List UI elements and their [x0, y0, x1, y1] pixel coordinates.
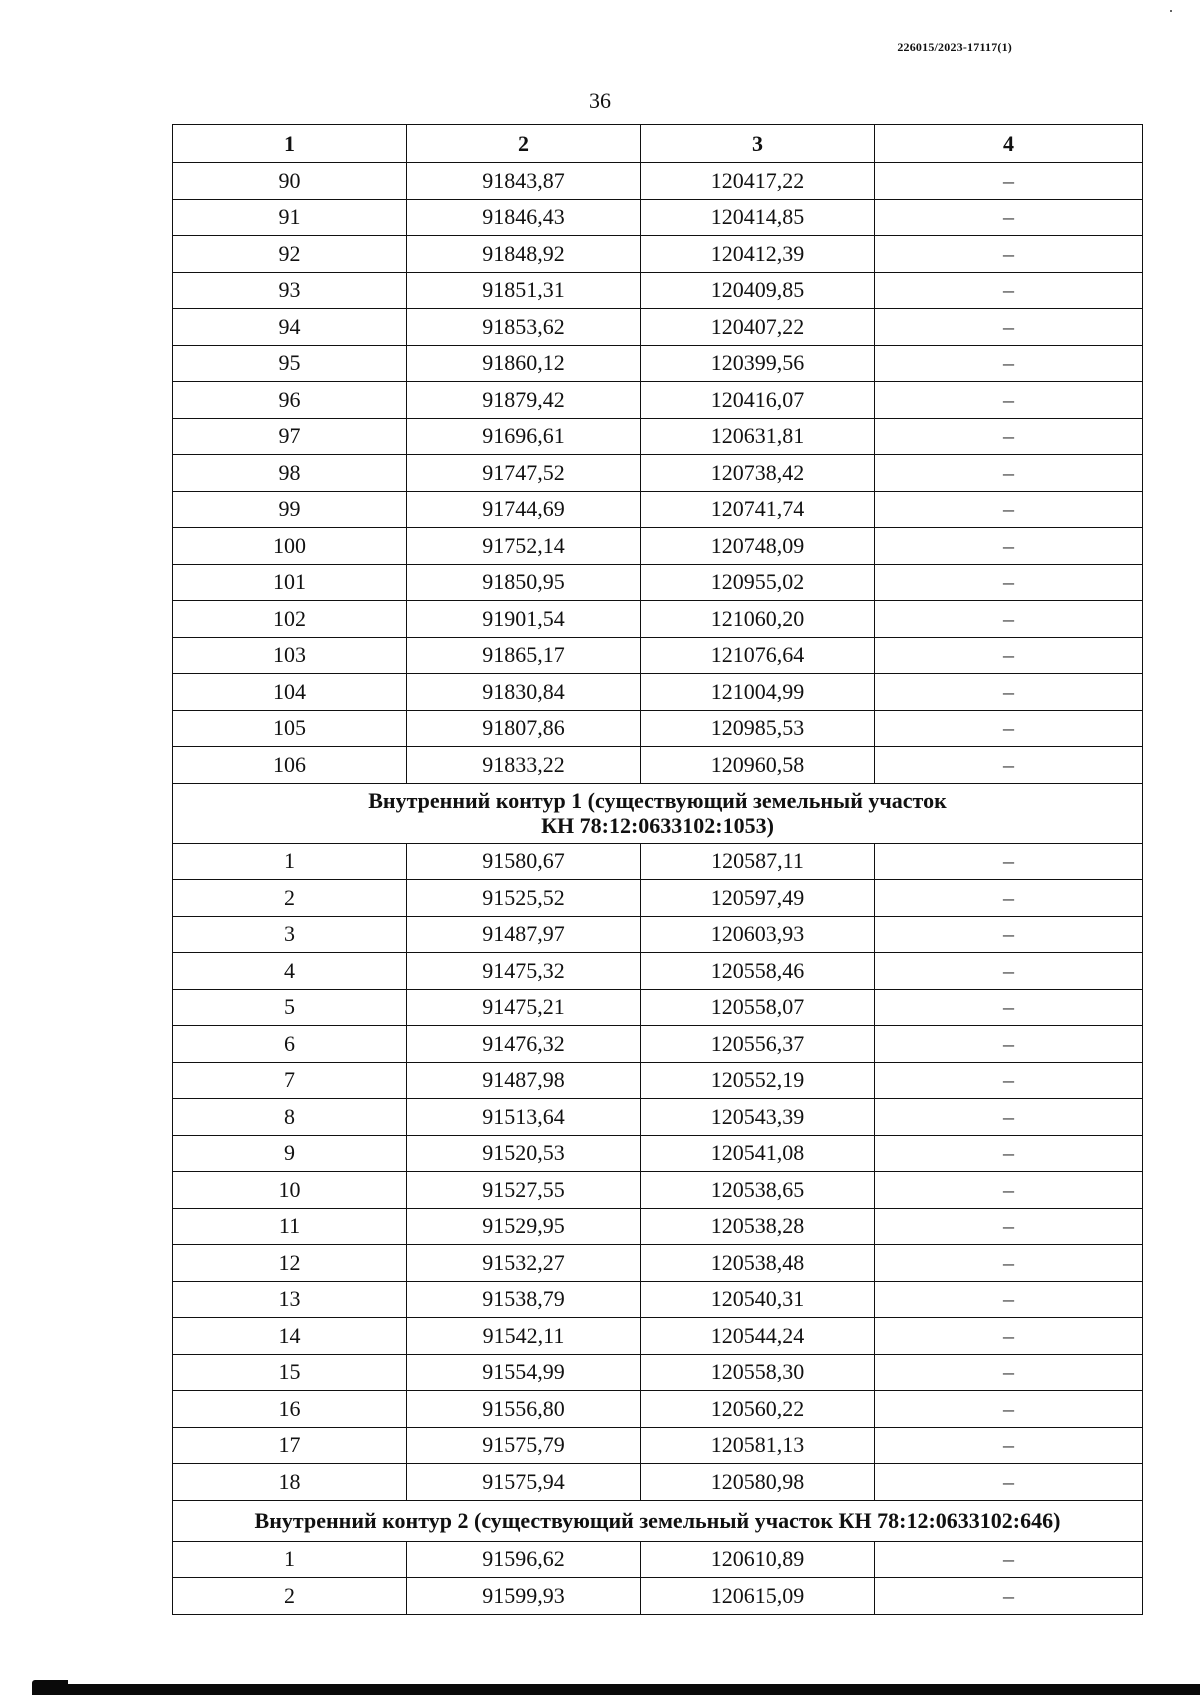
- x-coordinate-cell: 91525,52: [407, 880, 641, 917]
- y-coordinate-cell: 120552,19: [641, 1062, 875, 1099]
- y-coordinate-cell: 120412,39: [641, 236, 875, 273]
- table-header-row: [173, 125, 1143, 163]
- point-number-cell: 7: [173, 1062, 407, 1099]
- x-coordinate-cell: 91744,69: [407, 491, 641, 528]
- point-number-cell: 92: [173, 236, 407, 273]
- x-coordinate-cell: 91901,54: [407, 601, 641, 638]
- table-body: [173, 163, 1143, 1615]
- y-coordinate-cell: 120587,11: [641, 843, 875, 880]
- point-number-cell: 5: [173, 989, 407, 1026]
- notes-cell: –: [875, 345, 1143, 382]
- y-coordinate-cell: 120399,56: [641, 345, 875, 382]
- table-row: [173, 1427, 1143, 1464]
- y-coordinate-cell: 120544,24: [641, 1318, 875, 1355]
- x-coordinate-cell: 91879,42: [407, 382, 641, 419]
- x-coordinate-cell: 91513,64: [407, 1099, 641, 1136]
- point-number-cell: 2: [173, 880, 407, 917]
- x-coordinate-cell: 91807,86: [407, 710, 641, 747]
- page-number: 36: [589, 88, 611, 113]
- point-number-cell: 18: [173, 1464, 407, 1501]
- x-coordinate-cell: 91475,21: [407, 989, 641, 1026]
- table-row: [173, 1281, 1143, 1318]
- table-row: [173, 710, 1143, 747]
- point-number-cell: 91: [173, 199, 407, 236]
- point-number-cell: 103: [173, 637, 407, 674]
- table-row: [173, 916, 1143, 953]
- y-coordinate-cell: 120603,93: [641, 916, 875, 953]
- y-coordinate-cell: 120538,48: [641, 1245, 875, 1282]
- x-coordinate-cell: 91575,79: [407, 1427, 641, 1464]
- notes-cell: –: [875, 382, 1143, 419]
- y-coordinate-cell: 120556,37: [641, 1026, 875, 1063]
- table-row: [173, 309, 1143, 346]
- x-coordinate-cell: 91843,87: [407, 163, 641, 200]
- y-coordinate-cell: 120741,74: [641, 491, 875, 528]
- notes-cell: –: [875, 843, 1143, 880]
- x-coordinate-cell: 91851,31: [407, 272, 641, 309]
- point-number-cell: 1: [173, 843, 407, 880]
- x-coordinate-cell: 91696,61: [407, 418, 641, 455]
- point-number-cell: 4: [173, 953, 407, 990]
- table-row: [173, 989, 1143, 1026]
- y-coordinate-cell: 120560,22: [641, 1391, 875, 1428]
- x-coordinate-cell: 91475,32: [407, 953, 641, 990]
- table-row: [173, 528, 1143, 565]
- section-title-line: КН 78:12:0633102:1053): [541, 813, 774, 838]
- x-coordinate-cell: 91850,95: [407, 564, 641, 601]
- notes-cell: –: [875, 1099, 1143, 1136]
- notes-cell: –: [875, 1578, 1143, 1615]
- notes-cell: –: [875, 1464, 1143, 1501]
- table-row: [173, 272, 1143, 309]
- point-number-cell: 98: [173, 455, 407, 492]
- section-title-line: Внутренний контур 2 (существующий земельный участок КН 78:12:0633102:646): [254, 1507, 1061, 1533]
- point-number-cell: 10: [173, 1172, 407, 1209]
- notes-cell: –: [875, 272, 1143, 309]
- table-row: [173, 236, 1143, 273]
- table-row: [173, 1026, 1143, 1063]
- point-number-cell: 8: [173, 1099, 407, 1136]
- notes-cell: –: [875, 1135, 1143, 1172]
- point-number-cell: 13: [173, 1281, 407, 1318]
- y-coordinate-cell: 120580,98: [641, 1464, 875, 1501]
- table-row: [173, 747, 1143, 784]
- point-number-cell: 102: [173, 601, 407, 638]
- point-number-cell: 11: [173, 1208, 407, 1245]
- table-row: [173, 418, 1143, 455]
- y-coordinate-cell: 120540,31: [641, 1281, 875, 1318]
- y-coordinate-cell: 120414,85: [641, 199, 875, 236]
- x-coordinate-cell: 91596,62: [407, 1541, 641, 1578]
- x-coordinate-cell: 91487,97: [407, 916, 641, 953]
- point-number-cell: 97: [173, 418, 407, 455]
- table-row: [173, 564, 1143, 601]
- x-coordinate-cell: 91830,84: [407, 674, 641, 711]
- notes-cell: –: [875, 1062, 1143, 1099]
- table-row: [173, 1578, 1143, 1615]
- section-title: [173, 1500, 1143, 1541]
- point-number-cell: 101: [173, 564, 407, 601]
- section-title: [173, 783, 1143, 843]
- point-number-cell: 104: [173, 674, 407, 711]
- table-row: [173, 637, 1143, 674]
- y-coordinate-cell: 120631,81: [641, 418, 875, 455]
- notes-cell: –: [875, 1245, 1143, 1282]
- x-coordinate-cell: 91532,27: [407, 1245, 641, 1282]
- table-row: [173, 880, 1143, 917]
- notes-cell: –: [875, 747, 1143, 784]
- y-coordinate-cell: 120985,53: [641, 710, 875, 747]
- notes-cell: –: [875, 236, 1143, 273]
- y-coordinate-cell: 120416,07: [641, 382, 875, 419]
- column-header: 3: [641, 125, 875, 163]
- notes-cell: –: [875, 418, 1143, 455]
- x-coordinate-cell: 91476,32: [407, 1026, 641, 1063]
- point-number-cell: 100: [173, 528, 407, 565]
- table-row: [173, 601, 1143, 638]
- x-coordinate-cell: 91542,11: [407, 1318, 641, 1355]
- point-number-cell: 6: [173, 1026, 407, 1063]
- table-row: [173, 1135, 1143, 1172]
- y-coordinate-cell: 120543,39: [641, 1099, 875, 1136]
- table-row: [173, 1541, 1143, 1578]
- notes-cell: –: [875, 1208, 1143, 1245]
- point-number-cell: 16: [173, 1391, 407, 1428]
- table-row: [173, 1062, 1143, 1099]
- scan-speck: [1170, 10, 1172, 12]
- x-coordinate-cell: 91599,93: [407, 1578, 641, 1615]
- point-number-cell: 105: [173, 710, 407, 747]
- y-coordinate-cell: 120538,65: [641, 1172, 875, 1209]
- y-coordinate-cell: 120538,28: [641, 1208, 875, 1245]
- x-coordinate-cell: 91860,12: [407, 345, 641, 382]
- table-row: [173, 491, 1143, 528]
- notes-cell: –: [875, 1541, 1143, 1578]
- document-number: 226015/2023-17117(1): [897, 40, 1012, 54]
- x-coordinate-cell: 91747,52: [407, 455, 641, 492]
- table-row: [173, 382, 1143, 419]
- table-row: [173, 1172, 1143, 1209]
- y-coordinate-cell: 120541,08: [641, 1135, 875, 1172]
- notes-cell: –: [875, 637, 1143, 674]
- x-coordinate-cell: 91833,22: [407, 747, 641, 784]
- y-coordinate-cell: 120581,13: [641, 1427, 875, 1464]
- notes-cell: –: [875, 674, 1143, 711]
- notes-cell: –: [875, 528, 1143, 565]
- table-row: [173, 1464, 1143, 1501]
- y-coordinate-cell: 120417,22: [641, 163, 875, 200]
- notes-cell: –: [875, 710, 1143, 747]
- x-coordinate-cell: 91556,80: [407, 1391, 641, 1428]
- y-coordinate-cell: 121060,20: [641, 601, 875, 638]
- table-row: [173, 1208, 1143, 1245]
- y-coordinate-cell: 120738,42: [641, 455, 875, 492]
- notes-cell: –: [875, 491, 1143, 528]
- y-coordinate-cell: 120597,49: [641, 880, 875, 917]
- x-coordinate-cell: 91487,98: [407, 1062, 641, 1099]
- y-coordinate-cell: 120558,07: [641, 989, 875, 1026]
- table-row: [173, 1099, 1143, 1136]
- notes-cell: –: [875, 1172, 1143, 1209]
- x-coordinate-cell: 91865,17: [407, 637, 641, 674]
- notes-cell: –: [875, 1026, 1143, 1063]
- x-coordinate-cell: 91520,53: [407, 1135, 641, 1172]
- table-row: [173, 455, 1143, 492]
- coordinates-table: [172, 124, 1143, 1615]
- point-number-cell: 90: [173, 163, 407, 200]
- y-coordinate-cell: 120615,09: [641, 1578, 875, 1615]
- y-coordinate-cell: 120955,02: [641, 564, 875, 601]
- point-number-cell: 94: [173, 309, 407, 346]
- x-coordinate-cell: 91527,55: [407, 1172, 641, 1209]
- table-row: [173, 1318, 1143, 1355]
- column-header: 2: [407, 125, 641, 163]
- x-coordinate-cell: 91848,92: [407, 236, 641, 273]
- x-coordinate-cell: 91554,99: [407, 1354, 641, 1391]
- x-coordinate-cell: 91580,67: [407, 843, 641, 880]
- x-coordinate-cell: 91853,62: [407, 309, 641, 346]
- x-coordinate-cell: 91575,94: [407, 1464, 641, 1501]
- notes-cell: –: [875, 989, 1143, 1026]
- notes-cell: –: [875, 953, 1143, 990]
- section-title-line: Внутренний контур 1 (существующий земельный участок: [368, 787, 947, 813]
- notes-cell: –: [875, 1354, 1143, 1391]
- table-row: [173, 345, 1143, 382]
- y-coordinate-cell: 120960,58: [641, 747, 875, 784]
- table-row: [173, 1354, 1143, 1391]
- point-number-cell: 95: [173, 345, 407, 382]
- table-row: [173, 199, 1143, 236]
- point-number-cell: 3: [173, 916, 407, 953]
- x-coordinate-cell: 91752,14: [407, 528, 641, 565]
- x-coordinate-cell: 91529,95: [407, 1208, 641, 1245]
- notes-cell: –: [875, 1318, 1143, 1355]
- notes-cell: –: [875, 916, 1143, 953]
- table-row: [173, 163, 1143, 200]
- column-header: 1: [173, 125, 407, 163]
- notes-cell: –: [875, 309, 1143, 346]
- notes-cell: –: [875, 199, 1143, 236]
- point-number-cell: 12: [173, 1245, 407, 1282]
- y-coordinate-cell: 120610,89: [641, 1541, 875, 1578]
- point-number-cell: 93: [173, 272, 407, 309]
- y-coordinate-cell: 121076,64: [641, 637, 875, 674]
- table-row: [173, 674, 1143, 711]
- y-coordinate-cell: 120558,30: [641, 1354, 875, 1391]
- point-number-cell: 9: [173, 1135, 407, 1172]
- notes-cell: –: [875, 163, 1143, 200]
- y-coordinate-cell: 120407,22: [641, 309, 875, 346]
- x-coordinate-cell: 91846,43: [407, 199, 641, 236]
- notes-cell: –: [875, 880, 1143, 917]
- notes-cell: –: [875, 1391, 1143, 1428]
- column-header: 4: [875, 125, 1143, 163]
- notes-cell: –: [875, 1281, 1143, 1318]
- point-number-cell: 99: [173, 491, 407, 528]
- table-row: [173, 843, 1143, 880]
- point-number-cell: 15: [173, 1354, 407, 1391]
- point-number-cell: 17: [173, 1427, 407, 1464]
- scan-edge-bar: [32, 1684, 1200, 1695]
- notes-cell: –: [875, 564, 1143, 601]
- table-row: [173, 1391, 1143, 1428]
- y-coordinate-cell: 121004,99: [641, 674, 875, 711]
- section-title-row: [173, 1500, 1143, 1541]
- x-coordinate-cell: 91538,79: [407, 1281, 641, 1318]
- y-coordinate-cell: 120748,09: [641, 528, 875, 565]
- point-number-cell: 96: [173, 382, 407, 419]
- point-number-cell: 14: [173, 1318, 407, 1355]
- notes-cell: –: [875, 1427, 1143, 1464]
- notes-cell: –: [875, 601, 1143, 638]
- section-title-row: [173, 783, 1143, 843]
- point-number-cell: 106: [173, 747, 407, 784]
- table-row: [173, 953, 1143, 990]
- point-number-cell: 2: [173, 1578, 407, 1615]
- point-number-cell: 1: [173, 1541, 407, 1578]
- y-coordinate-cell: 120558,46: [641, 953, 875, 990]
- y-coordinate-cell: 120409,85: [641, 272, 875, 309]
- notes-cell: –: [875, 455, 1143, 492]
- table-row: [173, 1245, 1143, 1282]
